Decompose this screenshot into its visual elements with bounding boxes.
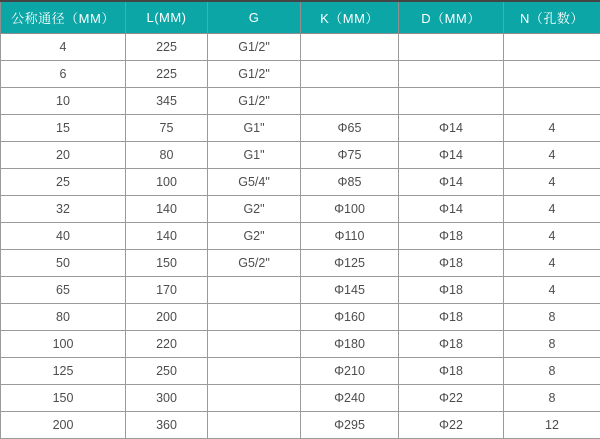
table-cell: Φ18 <box>399 277 504 304</box>
table-row <box>1 196 600 223</box>
table-row <box>1 385 600 412</box>
table-cell <box>208 358 301 385</box>
table-cell: Φ18 <box>399 304 504 331</box>
table-cell <box>208 304 301 331</box>
table-cell: Φ295 <box>301 412 399 439</box>
table-cell: 4 <box>504 223 600 250</box>
table-row <box>1 142 600 169</box>
table-cell: Φ100 <box>301 196 399 223</box>
table-cell: 140 <box>126 196 208 223</box>
table-cell: 4 <box>504 250 600 277</box>
table-cell: G1" <box>208 115 301 142</box>
table-cell <box>504 34 600 61</box>
table-cell: 4 <box>504 196 600 223</box>
table-cell: 40 <box>1 223 126 250</box>
table-cell: Φ18 <box>399 250 504 277</box>
table-cell: 150 <box>126 250 208 277</box>
table-cell: Φ160 <box>301 304 399 331</box>
table-cell: G2" <box>208 223 301 250</box>
table-cell <box>301 61 399 88</box>
table-cell: 100 <box>126 169 208 196</box>
table-cell: 200 <box>126 304 208 331</box>
table-cell: 360 <box>126 412 208 439</box>
table-header-row <box>1 1 600 34</box>
table-row <box>1 223 600 250</box>
table-cell: 8 <box>504 385 600 412</box>
table-cell: 8 <box>504 358 600 385</box>
table-cell: 8 <box>504 331 600 358</box>
table-cell: G5/4" <box>208 169 301 196</box>
table-cell: 80 <box>126 142 208 169</box>
table-cell: Φ14 <box>399 115 504 142</box>
table-cell: 225 <box>126 61 208 88</box>
table-cell: Φ14 <box>399 196 504 223</box>
table-cell: Φ22 <box>399 385 504 412</box>
table-row <box>1 88 600 115</box>
table-cell: Φ240 <box>301 385 399 412</box>
table-cell: G2" <box>208 196 301 223</box>
table-cell: 25 <box>1 169 126 196</box>
table-cell: 345 <box>126 88 208 115</box>
table-cell: 200 <box>1 412 126 439</box>
table-cell: Φ18 <box>399 358 504 385</box>
table-cell: 65 <box>1 277 126 304</box>
table-cell: G1/2" <box>208 61 301 88</box>
table-row <box>1 277 600 304</box>
table-cell: 50 <box>1 250 126 277</box>
table-cell: Φ22 <box>399 412 504 439</box>
table-cell: 4 <box>504 169 600 196</box>
table-cell: Φ180 <box>301 331 399 358</box>
table-cell: Φ145 <box>301 277 399 304</box>
table-cell: 32 <box>1 196 126 223</box>
table-cell: Φ14 <box>399 142 504 169</box>
table-cell: 225 <box>126 34 208 61</box>
table-cell: 12 <box>504 412 600 439</box>
table-cell: 20 <box>1 142 126 169</box>
table-row <box>1 34 600 61</box>
table-cell: G1" <box>208 142 301 169</box>
table-cell: Φ14 <box>399 169 504 196</box>
table-cell: 6 <box>1 61 126 88</box>
table-cell <box>301 34 399 61</box>
table-header-cell: D（MM） <box>399 1 504 34</box>
table-body <box>1 34 600 439</box>
table-row <box>1 169 600 196</box>
table-cell: 4 <box>504 115 600 142</box>
table-header-cell: 公称通径（MM） <box>1 1 126 34</box>
table-cell: 170 <box>126 277 208 304</box>
table-cell: 140 <box>126 223 208 250</box>
table-cell: 75 <box>126 115 208 142</box>
table-row <box>1 304 600 331</box>
table-cell <box>504 61 600 88</box>
table-cell: Φ75 <box>301 142 399 169</box>
table-cell: 220 <box>126 331 208 358</box>
table-row <box>1 250 600 277</box>
table-cell <box>301 88 399 115</box>
table-cell: 80 <box>1 304 126 331</box>
table-cell <box>208 385 301 412</box>
table-cell: G1/2" <box>208 34 301 61</box>
table-cell: G1/2" <box>208 88 301 115</box>
table-cell: Φ18 <box>399 331 504 358</box>
table-header-cell: G <box>208 1 301 34</box>
table-header-cell: L(MM) <box>126 1 208 34</box>
table-cell: Φ125 <box>301 250 399 277</box>
table-cell: 4 <box>1 34 126 61</box>
table-cell: 10 <box>1 88 126 115</box>
table-cell: 4 <box>504 142 600 169</box>
table-row <box>1 115 600 142</box>
table-cell: 250 <box>126 358 208 385</box>
table-cell: Φ110 <box>301 223 399 250</box>
table-cell: Φ18 <box>399 223 504 250</box>
table-cell: Φ85 <box>301 169 399 196</box>
table-cell <box>208 277 301 304</box>
table-cell <box>399 88 504 115</box>
table-header-cell: K（MM） <box>301 1 399 34</box>
table-cell: 125 <box>1 358 126 385</box>
table-cell: 15 <box>1 115 126 142</box>
table-cell <box>504 88 600 115</box>
table-cell <box>208 331 301 358</box>
table-cell: 150 <box>1 385 126 412</box>
table-cell: G5/2" <box>208 250 301 277</box>
table-cell: 100 <box>1 331 126 358</box>
table-cell <box>208 412 301 439</box>
table-row <box>1 358 600 385</box>
table-row <box>1 412 600 439</box>
table-cell <box>399 61 504 88</box>
table-header-cell: N（孔数） <box>504 1 600 34</box>
table-cell: 300 <box>126 385 208 412</box>
table-cell <box>399 34 504 61</box>
table-cell: 8 <box>504 304 600 331</box>
table-cell: Φ65 <box>301 115 399 142</box>
table-row <box>1 331 600 358</box>
table-cell: Φ210 <box>301 358 399 385</box>
table-cell: 4 <box>504 277 600 304</box>
table-row <box>1 61 600 88</box>
